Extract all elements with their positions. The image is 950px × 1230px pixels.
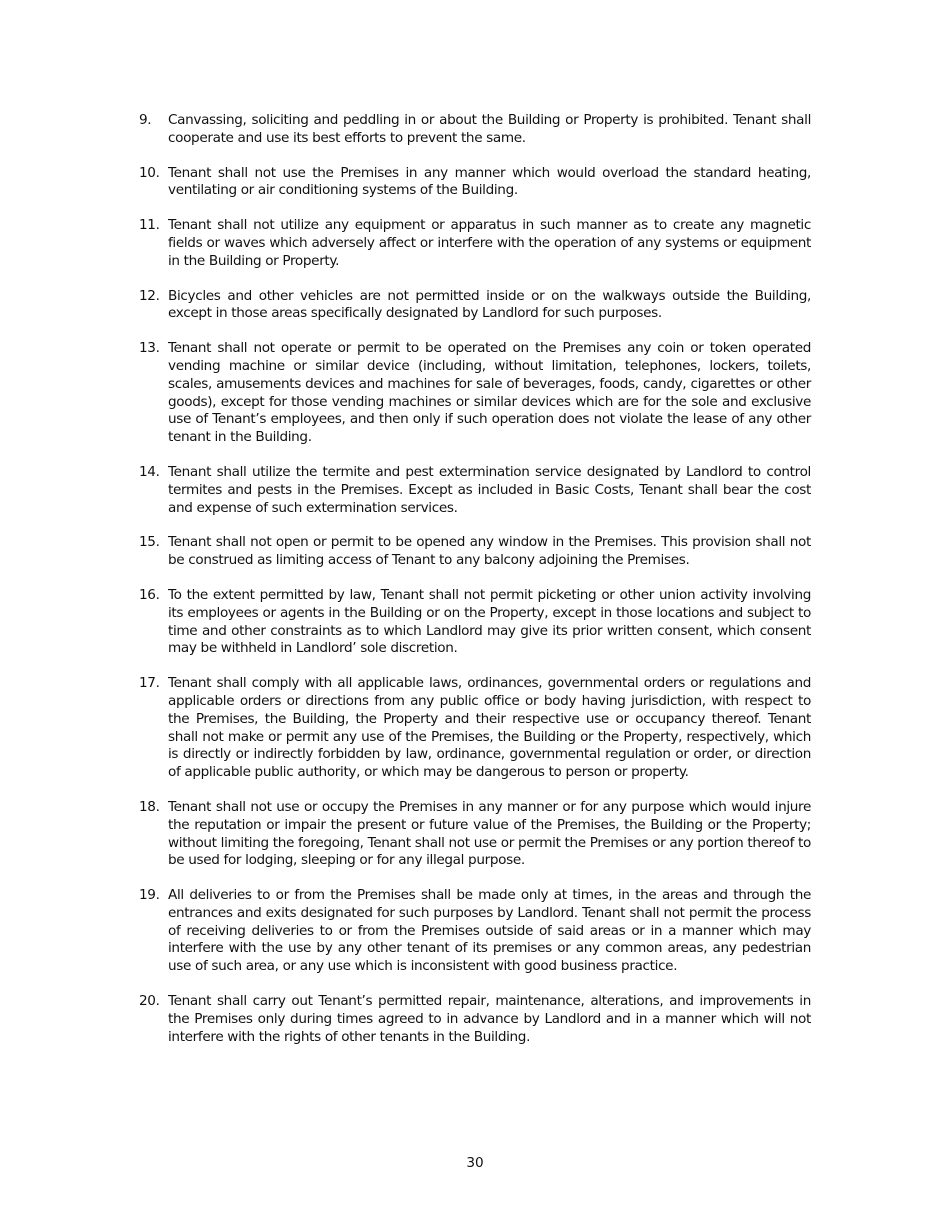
rule-text: Canvassing, soliciting and peddling in or about the Building or Property is prohibited. Tenant shall cooperate and use its best efforts to prevent the same. (168, 112, 811, 146)
rule-number: 10. (139, 164, 160, 181)
rule-text: All deliveries to or from the Premises shall be made only at times, in the areas and through the entrances and exits designated for such purposes by Landlord. Tenant shall not permit the process of receiving deliveries to or from the Premises outside of said areas or in a manner which may interfere with the use by any other tenant of its premises or any common areas, any pedestrian use of such area, or any use which is inconsistent with good business practice. (168, 887, 811, 975)
rule-text: To the extent permitted by law, Tenant shall not permit picketing or other union activity involving its employees or agents in the Building or on the Property, except in those locations and subject to time and other constraints as to which Landlord may give its prior written consent, which consent may be withheld in Landlord’ sole discretion. (168, 586, 811, 657)
rule-text: Tenant shall comply with all applicable laws, ordinances, governmental orders or regulations and applicable orders or directions from any public office or body having jurisdiction, with respect to the Premises, the Building, the Property and their respective use or occupancy thereof. Tenant shall not make or permit any use of the Premises, the Building or the Property, respectively, which is directly or indirectly forbidden by law, ordinance, governmental regulation or order, or direction of applicable public authority, or which may be dangerous to person or property. (168, 675, 811, 781)
rule-text: Tenant shall not operate or permit to be operated on the Premises any coin or token operated vending machine or similar device (including, without limitation, telephones, lockers, toilets, scales, amusements devices and machines for sale of beverages, foods, candy, cigarettes or other goods), except for those vending machines or similar devices which are for the sole and exclusive use of Tenant’s employees, and then only if such operation does not violate the lease of any other tenant in the Building. (168, 340, 811, 446)
rule-item-9 (139, 112, 811, 148)
rule-item-17 (139, 675, 811, 782)
rule-number: 15. (139, 534, 160, 551)
rule-number: 20. (139, 993, 160, 1010)
rule-number: 11. (139, 217, 160, 234)
rule-number: 16. (139, 586, 160, 603)
page-number: 30 (466, 1155, 484, 1171)
rule-item-12 (139, 288, 811, 324)
rule-item-10 (139, 165, 811, 201)
rule-item-20 (139, 993, 811, 1046)
rule-number: 9. (139, 112, 152, 128)
rule-item-19 (139, 887, 811, 976)
rule-text: Tenant shall utilize the termite and pest extermination service designated by Landlord to control termites and pests in the Premises. Except as included in Basic Costs, Tenant shall bear the cost and expense of such extermination services. (168, 463, 811, 516)
rule-text: Bicycles and other vehicles are not permitted inside or on the walkways outside the Building, except in those areas specifically designated by Landlord for such purposes. (168, 287, 811, 322)
rule-item-13 (139, 340, 811, 447)
rule-number: 18. (139, 798, 160, 815)
rule-item-16 (139, 587, 811, 658)
rule-item-11 (139, 217, 811, 270)
rule-text: Tenant shall not use or occupy the Premises in any manner or for any purpose which would injure the reputation or impair the present or future value of the Premises, the Building or the Property; without limiting the foregoing, Tenant shall not use or permit the Premises or any portion thereof to be used for lodging, sleeping or for any illegal purpose. (168, 798, 811, 869)
rules-list (139, 112, 811, 1063)
rule-item-14 (139, 464, 811, 517)
rule-text: Tenant shall not use the Premises in any manner which would overload the standard heating, ventilating or air conditioning systems of the Building. (168, 164, 811, 199)
rule-number: 14. (139, 463, 160, 480)
rule-text: Tenant shall not utilize any equipment or apparatus in such manner as to create any magnetic fields or waves which adversely affect or interfere with the operation of any systems or equipment in the Building or Property. (168, 217, 811, 269)
rule-item-15 (139, 534, 811, 570)
rule-number: 13. (139, 340, 160, 357)
rule-text: Tenant shall not open or permit to be opened any window in the Premises. This provision shall not be construed as limiting access of Tenant to any balcony adjoining the Premises. (168, 534, 811, 569)
rule-text: Tenant shall carry out Tenant’s permitted repair, maintenance, alterations, and improvements in the Premises only during times agreed to in advance by Landlord and in a manner which will not interfere with the rights of other tenants in the Building. (168, 993, 811, 1045)
rule-item-18 (139, 799, 811, 870)
rule-number: 12. (139, 287, 160, 304)
rule-number: 17. (139, 675, 160, 692)
rule-number: 19. (139, 887, 160, 904)
